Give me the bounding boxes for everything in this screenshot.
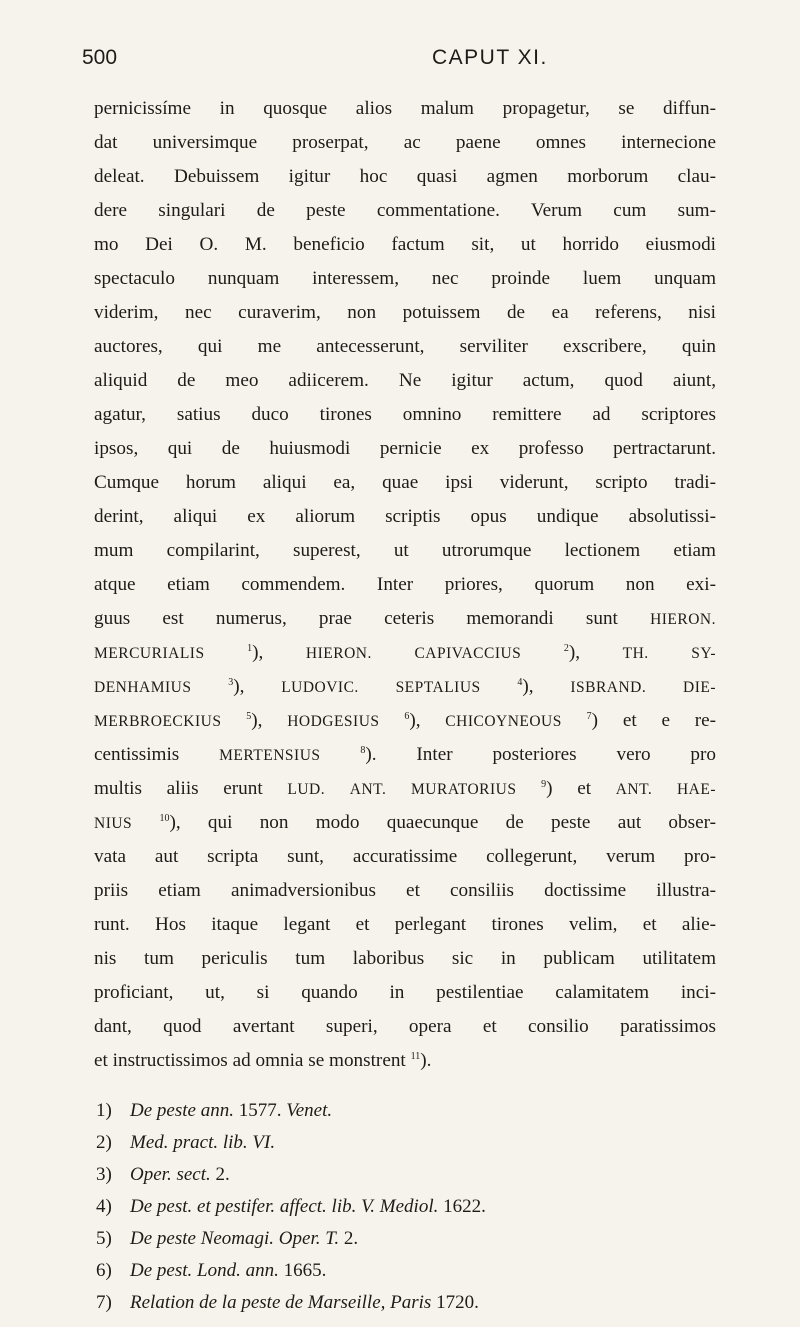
punctuation: ), [522, 676, 534, 697]
author-name: CAPIVACCIUS [414, 645, 522, 662]
author-name: CHICOYNEOUS [445, 713, 562, 730]
punctuation: ), [251, 710, 263, 731]
footnote-text: Med. pract. lib. VI. [130, 1132, 276, 1153]
footnote-year: 2. [215, 1164, 230, 1185]
footnote-text: De peste ann. [130, 1100, 234, 1121]
text-line-names-3 [94, 670, 716, 704]
running-header [0, 46, 800, 80]
footnote-ref: 8 [360, 745, 366, 756]
footnote-ref: 7 [586, 711, 592, 722]
author-name: DIE- [683, 679, 716, 696]
footnote-ref: 6 [404, 711, 410, 722]
text-line: Cumque horum aliqui ea, quae ipsi viderunt, scripto tradi- [94, 472, 716, 493]
footnote-year: 1720. [436, 1292, 479, 1313]
author-name: ANT. [615, 781, 653, 798]
footnote-ref: 2 [563, 643, 569, 654]
author-name: SY- [691, 645, 717, 662]
text-fragment: et [577, 778, 592, 799]
text-line: viderim, nec curaverim, non potuissem de ea referens, nisi [94, 302, 716, 323]
footnote-number: 7) [96, 1292, 112, 1313]
author-name: SEPTALIUS [395, 679, 481, 696]
footnote-number: 1) [96, 1100, 112, 1121]
footnote-year: 1665. [283, 1260, 327, 1281]
text-line: vata aut scripta sunt, accuratissime collegerunt, verum pro- [94, 846, 716, 867]
footnote-year: 2. [343, 1228, 359, 1249]
footnotes [96, 1095, 736, 1319]
footnote-ref: 10 [159, 813, 170, 824]
text-fragment: et e re- [622, 710, 717, 731]
text-line: spectaculo nunquam interessem, nec proinde luem unquam [94, 268, 716, 289]
punctuation: ), [233, 676, 245, 697]
punctuation: ), [409, 710, 421, 731]
author-name: MERCURIALIS [94, 645, 205, 662]
footnote [96, 1159, 736, 1191]
footnote [96, 1223, 736, 1255]
text-line: runt. Hos itaque legant et perlegant tirones velim, et alie- [94, 914, 716, 935]
footnote [96, 1287, 736, 1319]
text-line-names-6: multis aliis erunt LUD. ANT. MURATORIUS $^9$) et ANT. HAE- [94, 778, 716, 799]
footnote-number: 4) [96, 1196, 112, 1217]
text-line-names-2 [94, 636, 716, 670]
body-text [94, 92, 716, 1078]
text-line-names-1 [94, 602, 716, 636]
text-fragment: et instructissimos ad omnia se monstrent [94, 1050, 406, 1071]
text-line: auctores, qui me antecesserunt, serviliter exscribere, quin [94, 336, 716, 357]
author-name: NIUS [94, 815, 133, 832]
text-line-names-4: MERBROECKIUS $^5$), HODGESIUS $^6$), CHICOYNEOUS $^7$) et e re- [94, 710, 717, 731]
footnote [96, 1191, 736, 1223]
text-line: dere singulari de peste commentatione. Verum cum sum- [94, 200, 716, 221]
text-line: agatur, satius duco tirones omnino remittere ad scriptores [94, 404, 716, 425]
text-line: dant, quod avertant superi, opera et consilio paratissimos [94, 1016, 716, 1037]
chapter-title: CAPUT XI. [432, 46, 548, 69]
footnote-number: 2) [96, 1132, 112, 1153]
footnote-number: 3) [96, 1164, 112, 1185]
text-line: dat universimque proserpat, ac paene omnes internecione [94, 132, 716, 153]
author-name: HAE- [676, 781, 716, 798]
punctuation: ), [252, 642, 264, 663]
text-line: mum compilarint, superest, ut utrorumque lectionem etiam [94, 540, 716, 561]
footnote [96, 1095, 736, 1127]
footnote-ref: 9 [541, 779, 547, 790]
author-name: DENHAMIUS [94, 679, 192, 696]
text-line: deleat. Debuissem igitur hoc quasi agmen morborum clau- [94, 166, 716, 187]
footnote-ref: 4 [517, 677, 523, 688]
author-name: MERTENSIUS [219, 747, 321, 764]
footnote-ref: 1 [247, 643, 253, 654]
footnote-ref: 3 [228, 677, 234, 688]
text-line-last: et instructissimos ad omnia se monstrent $^{11}$). [94, 1050, 432, 1071]
text-line: pernicissíme in quosque alios malum propagetur, se diffun- [94, 98, 716, 119]
footnote-ref: 5 [246, 711, 252, 722]
author-name: HIERON. [305, 645, 372, 662]
author-name: ANT. [349, 781, 387, 798]
text-line-names-7: NIUS $^{10}$), qui non modo quaecunque de peste aut obser- [94, 812, 716, 833]
text-line: proficiant, ut, si quando in pestilentiae calamitatem inci- [94, 982, 716, 1003]
footnote-text: De pest. Lond. ann. [130, 1260, 279, 1281]
author-name: MERBROECKIUS [94, 713, 222, 730]
footnote-number: 6) [96, 1260, 112, 1281]
footnote-number: 5) [96, 1228, 112, 1249]
footnote-text: De pest. et pestifer. affect. lib. V. Mediol. [130, 1196, 439, 1217]
text-line-names-5: centissimis MERTENSIUS $^8$). Inter posteriores vero pro [94, 744, 716, 765]
text-fragment: guus est numerus, prae ceteris memorandi sunt [94, 608, 618, 629]
author-name: LUDOVIC. [281, 679, 359, 696]
author-name: ISBRAND. [570, 679, 647, 696]
text-fragment: multis aliis erunt [94, 778, 263, 799]
author-name: HIERON. [650, 611, 716, 628]
footnote-text: Oper. sect. [130, 1164, 211, 1185]
author-name: LUD. [287, 781, 326, 798]
footnote-ref: 11 [410, 1051, 421, 1062]
text-line: atque etiam commendem. Inter priores, quorum non exi- [94, 574, 716, 595]
author-name: HODGESIUS [287, 713, 380, 730]
text-fragment: , qui non modo quaecunque de peste aut obser- [175, 812, 716, 833]
text-fragment: centissimis [94, 744, 180, 765]
footnote-rest: Venet. [286, 1100, 333, 1121]
page-number: 500 [82, 46, 118, 69]
text-line: nis tum periculis tum laboribus sic in publicam utilitatem [94, 948, 716, 969]
text-line: aliquid de meo adiicerem. Ne igitur actum, quod aiunt, [94, 370, 716, 391]
author-name: MURATORIUS [411, 781, 517, 798]
footnote-year: 1577. [238, 1100, 282, 1121]
text-line: derint, aliqui ex aliorum scriptis opus undique absolutissi- [94, 506, 716, 527]
text-line: mo Dei O. M. beneficio factum sit, ut horrido eiusmodi [94, 234, 716, 255]
footnote [96, 1255, 736, 1287]
footnote-year: 1622. [443, 1196, 486, 1217]
punctuation: ), [568, 642, 581, 663]
footnote-text: De peste Neomagi. Oper. T. [130, 1228, 340, 1249]
text-line: ipsos, qui de huiusmodi pernicie ex professo pertractarunt. [94, 438, 716, 459]
author-name: TH. [622, 645, 649, 662]
text-line: priis etiam animadversionibus et consiliis doctissime illustra- [94, 880, 716, 901]
footnote [96, 1127, 736, 1159]
text-fragment: . Inter posteriores vero pro [371, 744, 716, 765]
footnote-text: Relation de la peste de Marseille, Paris [130, 1292, 432, 1313]
